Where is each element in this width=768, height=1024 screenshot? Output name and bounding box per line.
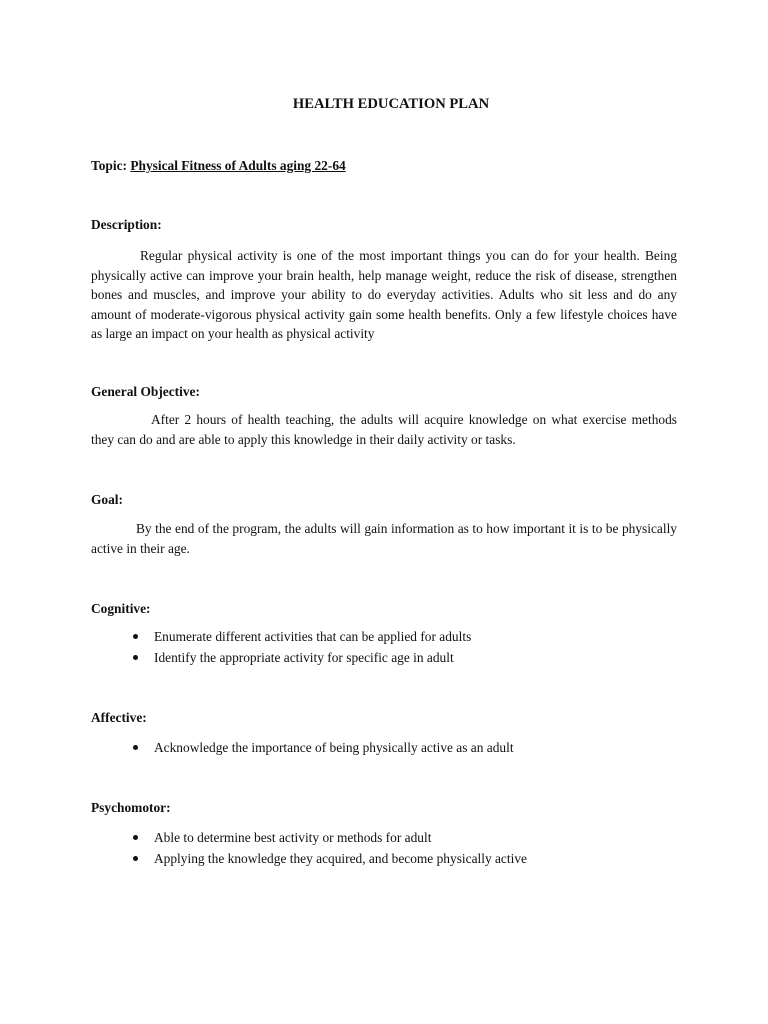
psychomotor-heading: Psychomotor: [91, 800, 171, 815]
psychomotor-list [133, 827, 527, 869]
affective-heading: Affective: [91, 710, 147, 725]
list-item-text: Identify the appropriate activity for specific age in adult [154, 650, 454, 665]
affective-list [133, 737, 514, 758]
list-item [133, 737, 514, 758]
topic-label: Topic: [91, 158, 127, 173]
goal-heading: Goal: [91, 492, 123, 507]
general-objective-heading: General Objective: [91, 384, 200, 399]
goal-text: By the end of the program, the adults will gain information as to how important it is to be physically active in their age. [91, 521, 677, 556]
document-title: HEALTH EDUCATION PLAN [292, 96, 490, 112]
list-item [133, 827, 527, 848]
bullet-icon [133, 856, 138, 861]
description-heading: Description: [91, 217, 162, 232]
cognitive-heading: Cognitive: [91, 601, 151, 616]
topic-line [91, 156, 346, 176]
cognitive-list [133, 626, 471, 668]
list-item [133, 647, 471, 668]
list-item-text: Acknowledge the importance of being physically active as an adult [154, 740, 514, 755]
topic-value: Physical Fitness of Adults aging 22-64 [130, 158, 346, 173]
list-item-text: Enumerate different activities that can be applied for adults [154, 629, 472, 644]
list-item [133, 848, 527, 869]
list-item-text: Applying the knowledge they acquired, and become physically active [154, 851, 527, 866]
list-item [133, 626, 471, 647]
general-objective-text: After 2 hours of health teaching, the adults will acquire knowledge on what exercise methods they can do and are able to apply this knowledge in their daily activity or tasks. [91, 412, 677, 447]
bullet-icon [133, 835, 138, 840]
description-text: Regular physical activity is one of the most important things you can do for your health. Being physically active can improve your brain health, help manage weight, reduce the risk of disease, strengthen bones and muscles, and improve your ability to do everyday activities. Adults who sit less and do any amount of moderate-vigorous physical activity gain some health benefits. Only a few lifestyle choices have as large an impact on your health as physical activity [91, 248, 677, 341]
list-item-text: Able to determine best activity or methods for adult [154, 830, 432, 845]
bullet-icon [133, 745, 138, 750]
bullet-icon [133, 655, 138, 660]
bullet-icon [133, 634, 138, 639]
